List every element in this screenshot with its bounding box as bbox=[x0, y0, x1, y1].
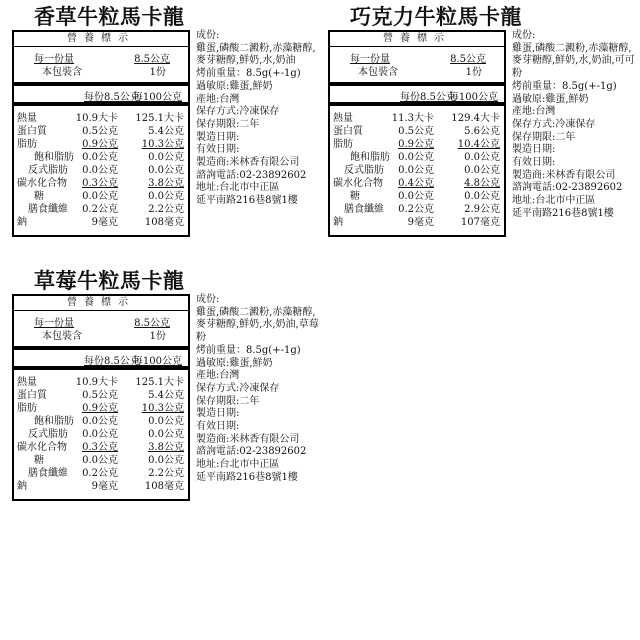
per-serving-value: 0.0公克 bbox=[82, 165, 118, 176]
per-100g-value: 125.1大卡 bbox=[135, 377, 184, 388]
per-100g-value: 0.0公克 bbox=[148, 165, 184, 176]
per-serving-value: 10.9大卡 bbox=[75, 377, 118, 388]
per-amount-header bbox=[14, 84, 188, 106]
serving-section bbox=[330, 46, 504, 86]
calories-row bbox=[330, 112, 504, 125]
phone: 諮詢電話:02-23892602 bbox=[196, 446, 307, 458]
per-serving-value: 0.2公克 bbox=[82, 204, 118, 215]
nutrient-name: 飽和脂肪 bbox=[34, 416, 74, 427]
per-100g-value: 5.6公克 bbox=[464, 126, 500, 137]
per-serving-value: 0.0公克 bbox=[398, 191, 434, 202]
nutrition-facts-table bbox=[12, 30, 190, 237]
carbohydrate-row bbox=[14, 441, 188, 454]
nutrient-name: 碳水化合物 bbox=[17, 442, 67, 453]
per-serving-value: 9毫克 bbox=[91, 217, 118, 228]
sodium-row bbox=[330, 216, 504, 229]
shelf-life: 保存期限:二年 bbox=[196, 395, 260, 407]
nutrient-name: 飽和脂肪 bbox=[34, 152, 74, 163]
per-100g-value: 10.3公克 bbox=[141, 403, 184, 414]
per-serving-value: 9毫克 bbox=[91, 481, 118, 492]
per-100g-value: 3.8公克 bbox=[148, 178, 184, 189]
sugar-row bbox=[330, 190, 504, 203]
manufacturer: 製造商:米林香有限公司 bbox=[196, 157, 300, 169]
per-serving-value: 0.9公克 bbox=[398, 139, 434, 150]
label-panel-vanilla bbox=[8, 4, 323, 244]
per-100g-value: 0.0公克 bbox=[148, 152, 184, 163]
per-100g-value: 0.0公克 bbox=[464, 165, 500, 176]
address-line-2: 延平南路216巷8號1樓 bbox=[512, 207, 614, 219]
nutrient-name: 糖 bbox=[34, 455, 44, 466]
sodium-row bbox=[14, 216, 188, 229]
nutrient-name: 糖 bbox=[350, 191, 360, 202]
nutrient-name: 碳水化合物 bbox=[333, 178, 383, 189]
per-serving-header: 每份8.5公克 bbox=[84, 356, 140, 367]
per-serving-value: 0.2公克 bbox=[82, 468, 118, 479]
nutrition-facts-table bbox=[328, 30, 506, 237]
protein-row bbox=[330, 125, 504, 138]
per-serving-value: 0.4公克 bbox=[398, 178, 434, 189]
nutrient-name: 碳水化合物 bbox=[17, 178, 67, 189]
per-100g-value: 0.0公克 bbox=[148, 416, 184, 427]
servings-label: 本包裝含 bbox=[42, 331, 82, 342]
manufacture-date: 製造日期: bbox=[512, 144, 556, 156]
per-100g-header: 每100公克 bbox=[132, 356, 182, 367]
saturated-fat-row bbox=[14, 415, 188, 428]
nutrient-list bbox=[14, 104, 188, 235]
nutrient-name: 熱量 bbox=[17, 377, 37, 388]
nutrient-name: 反式脂肪 bbox=[28, 429, 68, 440]
label-panel-strawberry bbox=[8, 268, 323, 508]
saturated-fat-row bbox=[14, 151, 188, 164]
per-100g-value: 0.0公克 bbox=[148, 191, 184, 202]
nutrient-name: 膳食纖維 bbox=[344, 204, 384, 215]
per-100g-header: 每100公克 bbox=[132, 92, 182, 103]
allergens: 過敏原:雞蛋,鮮奶 bbox=[512, 93, 589, 105]
serving-size-value: 8.5公克 bbox=[450, 54, 486, 65]
per-serving-value: 9毫克 bbox=[407, 217, 434, 228]
phone: 諮詢電話:02-23892602 bbox=[196, 169, 307, 181]
serving-section bbox=[14, 46, 188, 86]
per-serving-value: 10.9大卡 bbox=[75, 113, 118, 124]
storage-method: 保存方式:冷凍保存 bbox=[196, 382, 280, 394]
dietary-fiber-row bbox=[14, 203, 188, 216]
product-title: 香草牛粒馬卡龍 bbox=[34, 4, 185, 29]
per-serving-value: 0.0公克 bbox=[82, 429, 118, 440]
nutrient-name: 脂肪 bbox=[17, 403, 37, 414]
per-serving-value: 0.0公克 bbox=[82, 416, 118, 427]
product-title: 草莓牛粒馬卡龍 bbox=[34, 268, 185, 293]
manufacture-date: 製造日期: bbox=[196, 408, 240, 420]
address-line-2: 延平南路216巷8號1樓 bbox=[196, 471, 298, 483]
nutrient-list bbox=[330, 104, 504, 235]
nutrition-facts-table bbox=[12, 294, 190, 501]
protein-row bbox=[14, 125, 188, 138]
fat-row bbox=[14, 138, 188, 151]
servings-value: 1份 bbox=[149, 67, 166, 78]
per-100g-value: 125.1大卡 bbox=[135, 113, 184, 124]
serving-size-value: 8.5公克 bbox=[134, 318, 170, 329]
per-100g-header: 每100公克 bbox=[448, 92, 498, 103]
sugar-row bbox=[14, 454, 188, 467]
ingredients-text: 雞蛋,磷酸二澱粉,赤藻糖醇,麥芽糖醇,鮮奶,水,奶油,可可粉 bbox=[512, 42, 635, 80]
storage-method: 保存方式:冷凍保存 bbox=[512, 118, 596, 130]
per-100g-value: 0.0公克 bbox=[148, 455, 184, 466]
address-line-1: 地址:台北市中正區 bbox=[196, 182, 280, 194]
nutrient-name: 鈉 bbox=[17, 217, 27, 228]
per-100g-value: 0.0公克 bbox=[464, 152, 500, 163]
serving-section bbox=[14, 310, 188, 350]
per-100g-value: 107毫克 bbox=[460, 217, 500, 228]
per-100g-value: 129.4大卡 bbox=[451, 113, 500, 124]
pre-bake-weight: 烤前重量：8.5g(+-1g) bbox=[512, 80, 617, 92]
sugar-row bbox=[14, 190, 188, 203]
ingredients-text: 雞蛋,磷酸二澱粉,赤藻糖醇,麥芽糖醇,鮮奶,水,奶油 bbox=[196, 42, 316, 67]
storage-method: 保存方式:冷凍保存 bbox=[196, 106, 280, 118]
product-info bbox=[512, 30, 639, 221]
serving-size-label: 每一份量 bbox=[34, 54, 74, 65]
address-line-1: 地址:台北市中正區 bbox=[512, 195, 596, 207]
ingredients-label: 成份: bbox=[196, 294, 220, 305]
fat-row bbox=[330, 138, 504, 151]
sodium-row bbox=[14, 480, 188, 493]
per-serving-value: 0.5公克 bbox=[398, 126, 434, 137]
per-amount-header bbox=[14, 348, 188, 370]
nutrient-name: 蛋白質 bbox=[17, 390, 47, 401]
fat-row bbox=[14, 402, 188, 415]
trans-fat-row bbox=[14, 164, 188, 177]
shelf-life: 保存期限:二年 bbox=[512, 131, 576, 143]
carbohydrate-row bbox=[330, 177, 504, 190]
per-amount-header bbox=[330, 84, 504, 106]
serving-size-label: 每一份量 bbox=[34, 318, 74, 329]
allergens: 過敏原:雞蛋,鮮奶 bbox=[196, 80, 273, 92]
carbohydrate-row bbox=[14, 177, 188, 190]
expiry-date: 有效日期: bbox=[512, 157, 556, 169]
nutrient-name: 熱量 bbox=[17, 113, 37, 124]
per-serving-header: 每份8.5公克 bbox=[84, 92, 140, 103]
manufacturer: 製造商:米林香有限公司 bbox=[196, 433, 300, 445]
nutrient-name: 膳食纖維 bbox=[28, 468, 68, 479]
address-line-2: 延平南路216巷8號1樓 bbox=[196, 195, 298, 207]
nutrient-name: 糖 bbox=[34, 191, 44, 202]
pre-bake-weight: 烤前重量：8.5g(+-1g) bbox=[196, 344, 301, 356]
expiry-date: 有效日期: bbox=[196, 421, 240, 433]
ingredients-label: 成份: bbox=[196, 30, 220, 41]
ingredients-label: 成份: bbox=[512, 30, 536, 41]
label-panel-chocolate bbox=[324, 4, 639, 244]
per-100g-value: 2.2公克 bbox=[148, 468, 184, 479]
pre-bake-weight: 烤前重量：8.5g(+-1g) bbox=[196, 68, 301, 80]
trans-fat-row bbox=[330, 164, 504, 177]
per-serving-value: 0.3公克 bbox=[82, 178, 118, 189]
per-100g-value: 2.9公克 bbox=[464, 204, 500, 215]
per-serving-value: 0.9公克 bbox=[82, 139, 118, 150]
calories-row bbox=[14, 376, 188, 389]
ingredients-text: 雞蛋,磷酸二澱粉,赤藻糖醇,麥芽糖醇,鮮奶,水,奶油,草莓粉 bbox=[196, 306, 319, 344]
per-serving-value: 0.3公克 bbox=[82, 442, 118, 453]
product-info bbox=[196, 294, 323, 485]
nutrient-list bbox=[14, 368, 188, 499]
per-100g-value: 10.3公克 bbox=[141, 139, 184, 150]
origin: 產地:台灣 bbox=[512, 106, 556, 118]
per-100g-value: 3.8公克 bbox=[148, 442, 184, 453]
per-serving-value: 0.5公克 bbox=[82, 390, 118, 401]
nutrient-name: 熱量 bbox=[333, 113, 353, 124]
servings-label: 本包裝含 bbox=[358, 67, 398, 78]
per-serving-value: 0.2公克 bbox=[398, 204, 434, 215]
per-serving-header: 每份8.5公克 bbox=[400, 92, 456, 103]
product-info bbox=[196, 30, 323, 208]
origin: 產地:台灣 bbox=[196, 93, 240, 105]
per-100g-value: 5.4公克 bbox=[148, 126, 184, 137]
protein-row bbox=[14, 389, 188, 402]
allergens: 過敏原:雞蛋,鮮奶 bbox=[196, 357, 273, 369]
dietary-fiber-row bbox=[330, 203, 504, 216]
per-serving-value: 0.0公克 bbox=[82, 152, 118, 163]
nutrient-name: 反式脂肪 bbox=[28, 165, 68, 176]
manufacture-date: 製造日期: bbox=[196, 131, 240, 143]
origin: 產地:台灣 bbox=[196, 370, 240, 382]
nutrient-name: 反式脂肪 bbox=[344, 165, 384, 176]
address-line-1: 地址:台北市中正區 bbox=[196, 459, 280, 471]
per-serving-value: 0.9公克 bbox=[82, 403, 118, 414]
serving-size-label: 每一份量 bbox=[350, 54, 390, 65]
trans-fat-row bbox=[14, 428, 188, 441]
per-100g-value: 4.8公克 bbox=[464, 178, 500, 189]
per-100g-value: 0.0公克 bbox=[148, 429, 184, 440]
manufacturer: 製造商:米林香有限公司 bbox=[512, 169, 616, 181]
servings-value: 1份 bbox=[465, 67, 482, 78]
servings-value: 1份 bbox=[149, 331, 166, 342]
per-100g-value: 108毫克 bbox=[144, 481, 184, 492]
servings-label: 本包裝含 bbox=[42, 67, 82, 78]
nutrient-name: 膳食纖維 bbox=[28, 204, 68, 215]
per-serving-value: 0.0公克 bbox=[398, 152, 434, 163]
per-100g-value: 10.4公克 bbox=[457, 139, 500, 150]
phone: 諮詢電話:02-23892602 bbox=[512, 182, 623, 194]
per-100g-value: 0.0公克 bbox=[464, 191, 500, 202]
per-serving-value: 11.3大卡 bbox=[391, 113, 434, 124]
nutrient-name: 脂肪 bbox=[333, 139, 353, 150]
per-100g-value: 5.4公克 bbox=[148, 390, 184, 401]
nutrition-header: 營養標示 bbox=[14, 296, 188, 311]
per-100g-value: 108毫克 bbox=[144, 217, 184, 228]
saturated-fat-row bbox=[330, 151, 504, 164]
product-title: 巧克力牛粒馬卡龍 bbox=[350, 4, 522, 29]
serving-size-value: 8.5公克 bbox=[134, 54, 170, 65]
per-serving-value: 0.0公克 bbox=[82, 191, 118, 202]
per-serving-value: 0.0公克 bbox=[398, 165, 434, 176]
per-100g-value: 2.2公克 bbox=[148, 204, 184, 215]
nutrient-name: 脂肪 bbox=[17, 139, 37, 150]
nutrient-name: 鈉 bbox=[17, 481, 27, 492]
expiry-date: 有效日期: bbox=[196, 144, 240, 156]
shelf-life: 保存期限:二年 bbox=[196, 118, 260, 130]
per-serving-value: 0.0公克 bbox=[82, 455, 118, 466]
nutrition-header: 營養標示 bbox=[330, 32, 504, 47]
nutrition-header: 營養標示 bbox=[14, 32, 188, 47]
calories-row bbox=[14, 112, 188, 125]
per-serving-value: 0.5公克 bbox=[82, 126, 118, 137]
dietary-fiber-row bbox=[14, 467, 188, 480]
nutrient-name: 飽和脂肪 bbox=[350, 152, 390, 163]
nutrient-name: 鈉 bbox=[333, 217, 343, 228]
nutrient-name: 蛋白質 bbox=[17, 126, 47, 137]
nutrient-name: 蛋白質 bbox=[333, 126, 363, 137]
